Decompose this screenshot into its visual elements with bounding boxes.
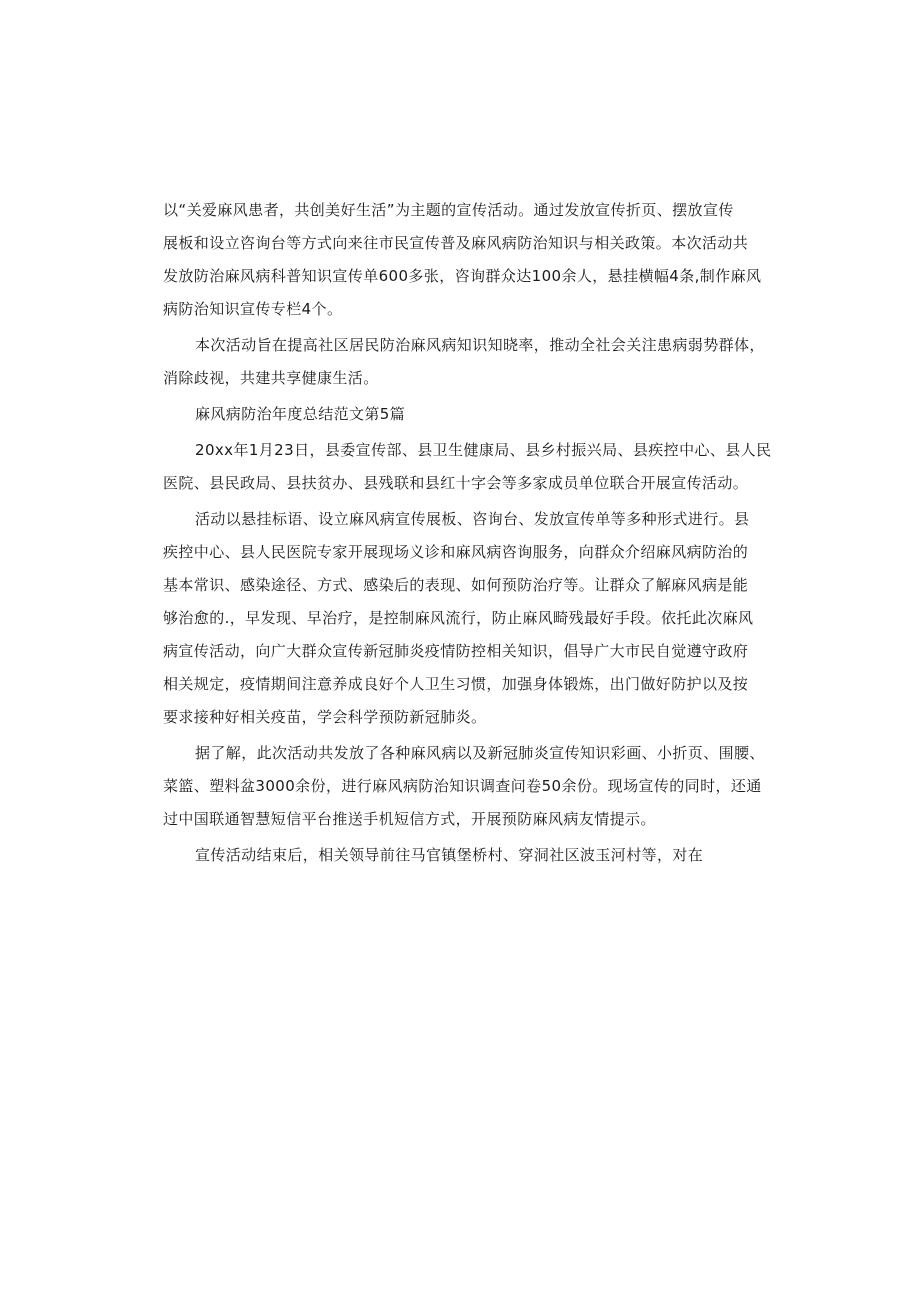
paragraph-2 xyxy=(163,329,773,395)
text-line: 展板和设立咨询台等方式向来往市民宣传普及麻风病防治知识与相关政策。本次活动共 xyxy=(163,234,749,252)
text-line: 过中国联通智慧短信平台推送手机短信方式，开展预防麻风病友情提示。 xyxy=(163,810,656,828)
text-line: 基本常识、感染途径、方式、感染后的表现、如何预防治疗等。让群众了解麻风病是能 xyxy=(163,576,749,594)
paragraph-1 xyxy=(163,194,773,326)
text-line: 本次活动旨在提高社区居民防治麻风病知识知晓率，推动全社会关注患病弱势群体， xyxy=(195,336,765,354)
paragraph-4 xyxy=(163,503,773,734)
text-line: 发放防治麻风病科普知识宣传单600多张，咨询群众达100余人，悬挂横幅4条,制作麻风 xyxy=(163,267,762,285)
text-line: 病宣传活动，向广大群众宣传新冠肺炎疫情防控相关知识，倡导广大市民自觉遵守政府 xyxy=(163,642,749,660)
paragraph-6 xyxy=(163,839,773,872)
section-heading xyxy=(163,398,773,431)
text-line: 据了解，此次活动共发放了各种麻风病以及新冠肺炎宣传知识彩画、小折页、围腰、 xyxy=(195,744,765,762)
document-body xyxy=(163,194,773,872)
text-line: 20xx年1月23日，县委宣传部、县卫生健康局、县乡村振兴局、县疾控中心、县人民 xyxy=(195,441,772,459)
paragraph-3 xyxy=(163,434,773,500)
text-line: 疾控中心、县人民医院专家开展现场义诊和麻风病咨询服务，向群众介绍麻风病防治的 xyxy=(163,543,749,561)
text-line: 要求接种好相关疫苗，学会科学预防新冠肺炎。 xyxy=(163,708,487,726)
paragraph-5 xyxy=(163,737,773,836)
text-line: 菜篮、塑料盆3000余份，进行麻风病防治知识调查问卷50余份。现场宣传的同时，还通 xyxy=(163,777,762,795)
text-line: 医院、县民政局、县扶贫办、县残联和县红十字会等多家成员单位联合开展宣传活动。 xyxy=(163,474,749,492)
text-line: 活动以悬挂标语、设立麻风病宣传展板、咨询台、发放宣传单等多种形式进行。县 xyxy=(195,510,750,528)
text-line: 消除歧视，共建共享健康生活。 xyxy=(163,369,379,387)
text-line: 宣传活动结束后，相关领导前往马官镇堡桥村、穿洞社区波玉河村等，对在 xyxy=(195,846,704,864)
text-line: 相关规定，疫情期间注意养成良好个人卫生习惯，加强身体锻炼，出门做好防护以及按 xyxy=(163,675,749,693)
text-line: 以“关爱麻风患者，共创美好生活”为主题的宣传活动。通过发放宣传折页、摆放宣传 xyxy=(163,201,734,219)
text-line: 够治愈的.，早发现、早治疗，是控制麻风流行，防止麻风畸残最好手段。依托此次麻风 xyxy=(163,609,754,627)
text-line: 病防治知识宣传专栏4个。 xyxy=(163,300,343,318)
heading-text: 麻风病防治年度总结范文第5篇 xyxy=(195,405,406,423)
